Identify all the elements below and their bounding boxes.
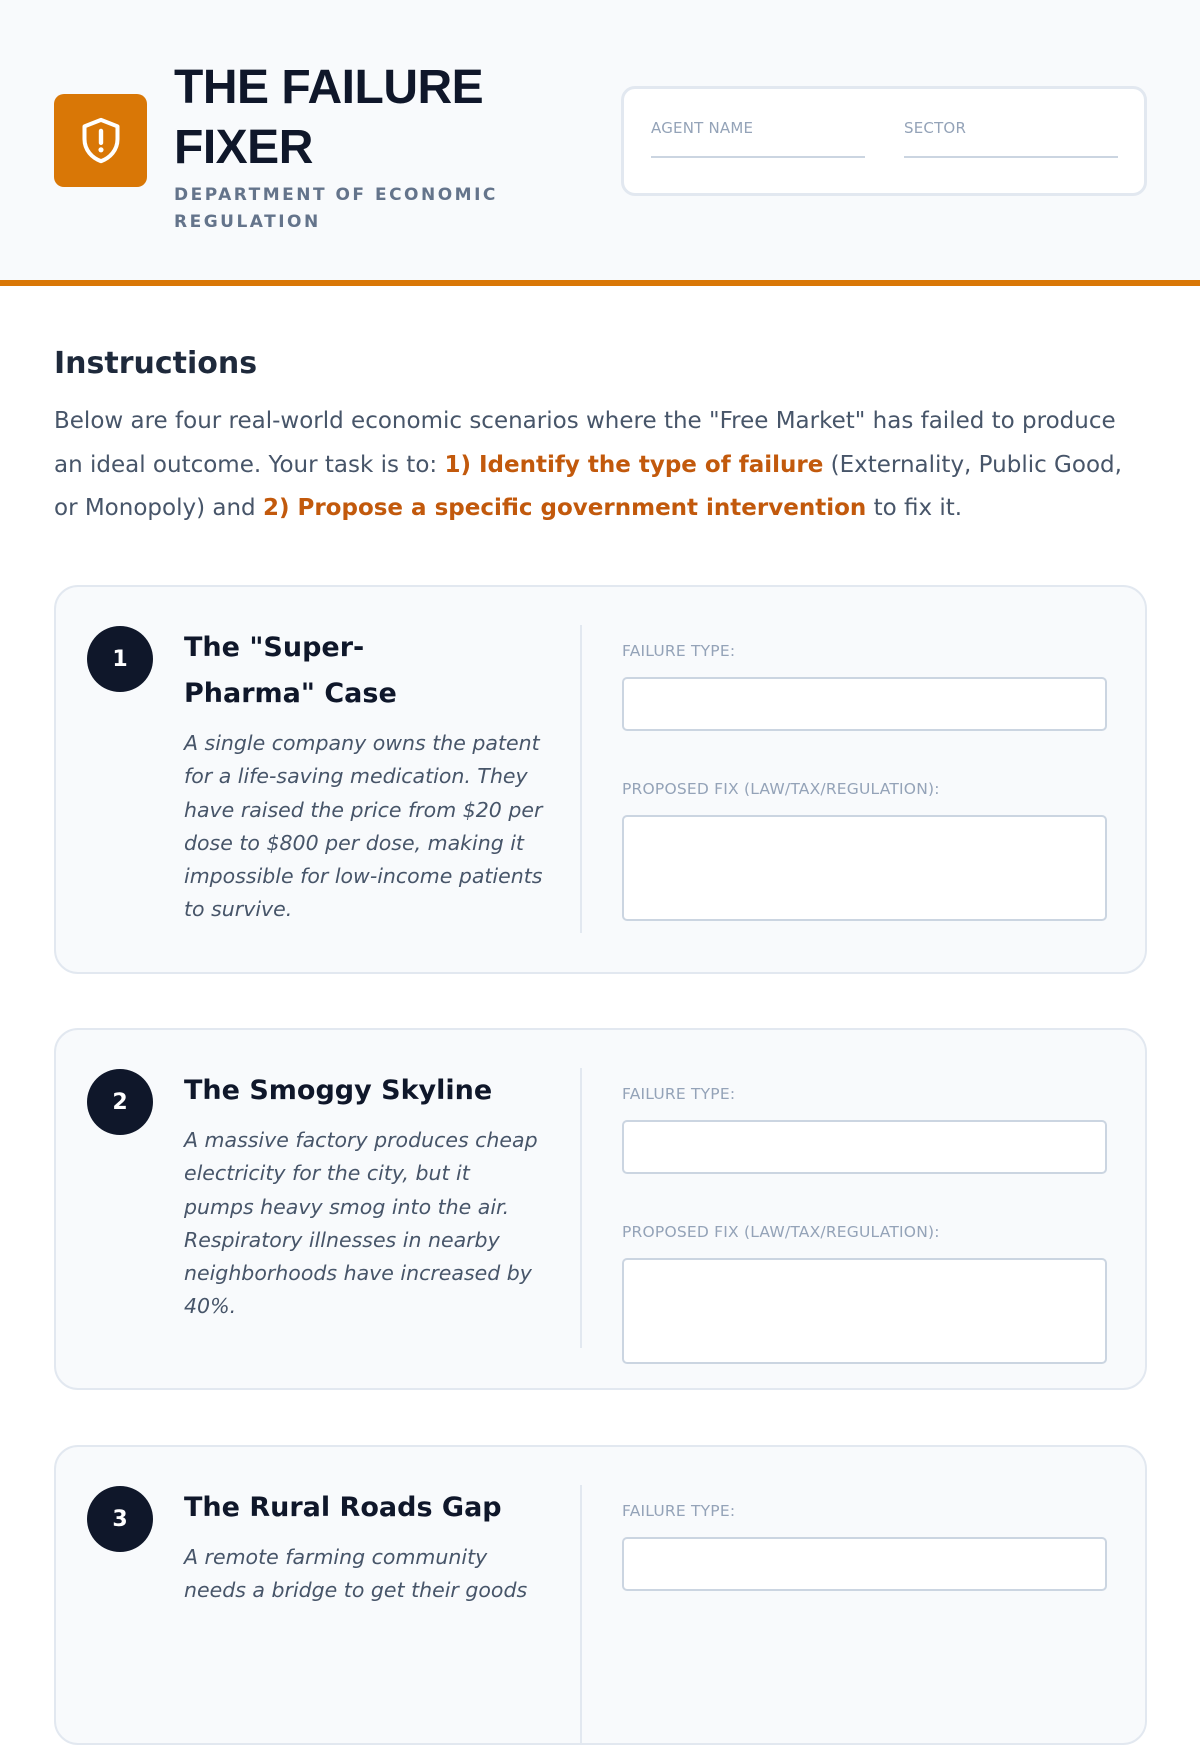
scenario-description: A single company owns the patent for a life-saving medication. They have raised the price from $20 per dose to $800 per dose, making it impossible for low-income patients to survive. [184,731,543,922]
shield-alert-icon [79,117,123,165]
scenario-title: The "Super-Pharma" Case [184,632,397,709]
scenario-description: A remote farming community needs a bridge to get their goods [184,1545,528,1603]
proposed-fix-input[interactable] [622,815,1107,921]
failure-type-input[interactable] [622,1537,1107,1591]
proposed-fix-label: PROPOSED FIX (LAW/TAX/REGULATION): [622,1223,940,1241]
sector-label: SECTOR [904,119,967,137]
scenario-card-1 [54,585,1147,974]
instructions-text [54,400,1146,531]
scenario-description: A massive factory produces cheap electricity for the city, but it pumps heavy smog into the air. Respiratory illnesses in nearby neighborhoods have increased by 40%. [184,1128,538,1319]
scenario-card-2 [54,1028,1147,1390]
instructions-highlight-1: 1) Identify the type of failure [444,451,824,478]
failure-type-label: FAILURE TYPE: [622,1085,736,1103]
instructions-part-2: (Externality, Public Good, or Monopoly) and [54,451,1122,521]
scenario-title: The Rural Roads Gap [184,1492,502,1523]
scenario-number-badge: 2 [87,1069,153,1135]
instructions-part-3: to fix it. [866,495,963,521]
agent-name-label: AGENT NAME [651,119,754,137]
sector-input[interactable] [904,156,1118,158]
agent-info-card [621,86,1147,196]
page-subtitle: DEPARTMENT OF ECONOMIC REGULATION [174,185,498,232]
card-divider [580,1068,582,1348]
failure-type-input[interactable] [622,677,1107,731]
instructions-part-1: Below are four real-world economic scenarios where the "Free Market" has failed to produce an ideal outcome. Your task is to: [54,408,1116,478]
failure-type-label: FAILURE TYPE: [622,1502,736,1520]
instructions-heading: Instructions [54,346,258,381]
failure-type-input[interactable] [622,1120,1107,1174]
page-header [0,0,1200,286]
scenario-title: The Smoggy Skyline [184,1075,493,1106]
card-divider [580,625,582,933]
failure-type-label: FAILURE TYPE: [622,642,736,660]
proposed-fix-label: PROPOSED FIX (LAW/TAX/REGULATION): [622,780,940,798]
sector-field[interactable] [904,119,1118,158]
scenario-number-badge: 1 [87,626,153,692]
scenario-number-badge: 3 [87,1486,153,1552]
scenario-card-3 [54,1445,1147,1745]
card-divider [580,1485,582,1745]
instructions-highlight-2: 2) Propose a specific government intervention [262,495,867,521]
logo [54,94,147,187]
page-title: THE FAILURE FIXER [174,61,484,174]
proposed-fix-input[interactable] [622,1258,1107,1364]
agent-name-field[interactable] [651,119,865,158]
agent-name-input[interactable] [651,156,865,158]
